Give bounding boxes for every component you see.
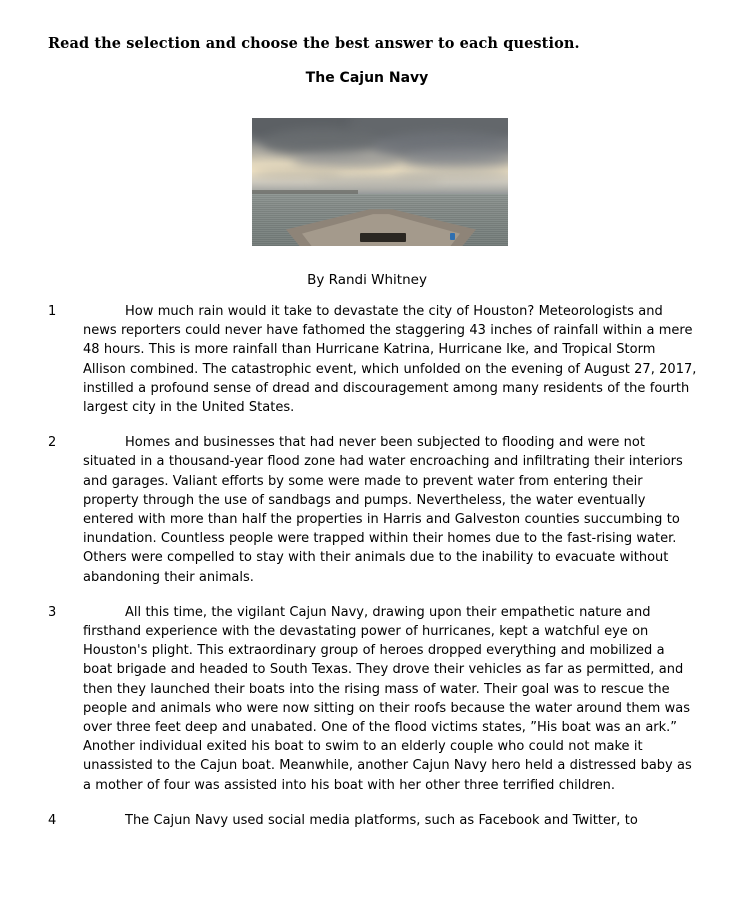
- paragraph-text: Homes and businesses that had never been subjected to flooding and were not situated in a thousand-year flood zone had water encroaching and infiltrating their interiors and garages. Valiant efforts by some were made to prevent water from entering their property through the use of sandbags and pumps. Nevertheless, the water eventually entered with more than half the properties in Harris and Galveston counties succumbing to inundation. Countless people were trapped within their homes due to the fast-rising water. Others were compelled to stay with their animals due to the inability to evacuate without abandoning their animals.: [83, 435, 683, 585]
- boat-on-water-photo: [252, 118, 508, 246]
- paragraph: [48, 811, 698, 830]
- paragraph: [48, 433, 698, 587]
- cloud-shape: [292, 152, 402, 169]
- paragraph-text: How much rain would it take to devastate the city of Houston? Meteorologists and news reporters could never have fathomed the staggering 43 inches of rainfall within a mere 48 hours. This is more rainfall than Hurricane Katrina, Hurricane Ike, and Tropical Storm Allison combined. The catastrophic event, which unfolded on the evening of August 27, 2017, instilled a profound sense of dread and discouragement among many residents of the fourth largest city in the United States.: [83, 304, 697, 416]
- paragraph: [48, 302, 698, 417]
- paragraph-number: 4: [48, 812, 57, 828]
- boat-deck-panel: [360, 233, 406, 242]
- paragraph-text: The Cajun Navy used social media platforms, such as Facebook and Twitter, to: [125, 812, 638, 828]
- author-byline: By Randi Whitney: [307, 272, 427, 288]
- paragraph-number: 3: [48, 604, 57, 620]
- paragraph-number: 1: [48, 304, 57, 319]
- selection-title: The Cajun Navy: [305, 70, 429, 86]
- boat-blue-fitting: [450, 233, 455, 240]
- paragraph: [48, 603, 698, 795]
- photo-sky: [252, 118, 508, 194]
- cloud-shape: [312, 176, 442, 186]
- instruction-heading: Read the selection and choose the best answer to each question.: [48, 35, 580, 52]
- paragraph-text: All this time, the vigilant Cajun Navy, drawing upon their empathetic nature and firsthand experience with the devastating power of hurricanes, kept a watchful eye on Houston's plight. This extraordinary group of heroes dropped everything and mobilized a boat brigade and headed to South Texas. They drove their vehicles as far as permitted, and then they launched their boats into the rising mass of water. Their goal was to rescue the people and animals who were now sitting on their roofs because the water around them was over three feet deep and unabated. One of the flood victims states, ”His boat was an ark.” Another individual exited his boat to swim to an elderly couple who could not make it unassisted to the Cajun boat. Meanwhile, another Cajun Navy hero held a distressed baby as a mother of four was assisted into his boat with her other three terrified children.: [83, 604, 692, 793]
- cloud-shape: [402, 150, 508, 170]
- paragraph-number: 2: [48, 435, 57, 451]
- article-body: [48, 302, 698, 846]
- selection-image: [252, 118, 508, 246]
